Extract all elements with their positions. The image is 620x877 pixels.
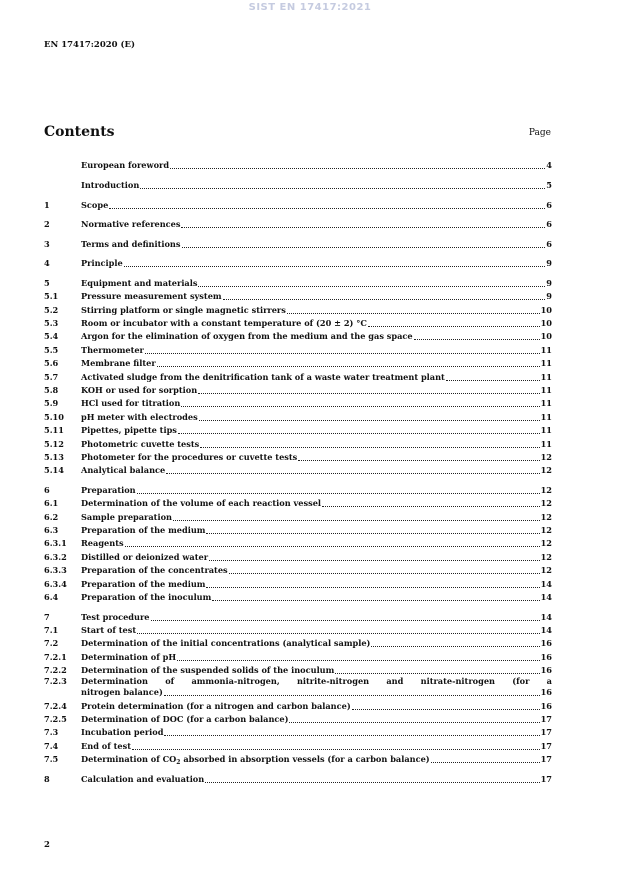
toc-entry-page: 5 bbox=[546, 179, 552, 190]
toc-entry-title: Room or incubator with a constant temperature of (20 ± 2) °C bbox=[81, 318, 367, 329]
toc-entry[interactable] bbox=[44, 197, 552, 210]
toc-entry-title-continued: nitrogen balance) bbox=[81, 687, 163, 698]
toc-entry[interactable] bbox=[44, 383, 552, 396]
toc-entry[interactable] bbox=[44, 178, 552, 191]
toc-entry[interactable] bbox=[44, 590, 552, 603]
toc-entry-number: 5.2 bbox=[44, 304, 59, 315]
toc-entry-number: 6.2 bbox=[44, 511, 59, 522]
toc-group bbox=[44, 236, 552, 249]
toc-leader-dots bbox=[371, 646, 539, 647]
toc-group bbox=[44, 698, 552, 752]
toc-entry-title: Determination of the suspended solids of the inoculum bbox=[81, 665, 335, 676]
toc-entry-title: Pipettes, pipette tips bbox=[81, 425, 177, 436]
watermark: SIST EN 17417:2021 bbox=[248, 2, 372, 13]
toc-entry-number: 2 bbox=[44, 219, 50, 230]
toc-entry-number: 5.3 bbox=[44, 318, 59, 329]
toc-entry[interactable] bbox=[44, 649, 552, 662]
toc-entry-number: 6.3.2 bbox=[44, 551, 67, 562]
toc-entry[interactable] bbox=[44, 738, 552, 751]
toc-group bbox=[44, 158, 552, 171]
toc-entry-title: Test procedure bbox=[81, 611, 150, 622]
toc-entry-number: 6.3.1 bbox=[44, 538, 67, 549]
toc-entry-page: 14 bbox=[540, 592, 552, 603]
toc-entry-title: Photometric cuvette tests bbox=[81, 438, 200, 449]
toc-entry-title: pH meter with electrodes bbox=[81, 411, 198, 422]
toc-entry[interactable] bbox=[44, 676, 552, 698]
toc-entry-title-part: Determination of CO bbox=[81, 754, 177, 765]
toc-entry-number: 5.9 bbox=[44, 398, 59, 409]
page-number: 2 bbox=[44, 840, 50, 850]
toc-entry-title: Determination of DOC (for a carbon balance) bbox=[81, 713, 289, 724]
toc-entry-page: 16 bbox=[540, 700, 552, 711]
toc-entry-title: Determination of the initial concentrations (analytical sample) bbox=[81, 638, 371, 649]
toc-entry[interactable] bbox=[44, 536, 552, 549]
toc-leader-dots bbox=[335, 673, 539, 674]
toc-entry[interactable] bbox=[44, 549, 552, 562]
toc-entry-title: Pressure measurement system bbox=[81, 291, 222, 302]
toc-entry-title: Photometer for the procedures or cuvette tests bbox=[81, 451, 298, 462]
toc-leader-dots bbox=[124, 266, 546, 267]
toc-entry-page: 16 bbox=[540, 665, 552, 676]
toc-entry[interactable] bbox=[44, 636, 552, 649]
toc-entry-title: Membrane filter bbox=[81, 358, 156, 369]
toc-entry[interactable] bbox=[44, 576, 552, 589]
toc-entry-page: 4 bbox=[546, 160, 552, 171]
toc-entry-number: 3 bbox=[44, 238, 50, 249]
toc-entry-number: 6.3.3 bbox=[44, 565, 67, 576]
toc-entry-number: 7.2.1 bbox=[44, 651, 67, 662]
toc-entry[interactable] bbox=[44, 663, 552, 676]
toc-leader-dots bbox=[287, 313, 540, 314]
toc-entry-number: 5.14 bbox=[44, 465, 64, 476]
toc-entry-title: KOH or used for sorption bbox=[81, 384, 198, 395]
toc-leader-dots bbox=[181, 406, 539, 407]
toc-entry-page: 11 bbox=[540, 358, 552, 369]
toc-entry-number: 1 bbox=[44, 199, 50, 210]
toc-entry[interactable] bbox=[44, 316, 552, 329]
toc-entry[interactable] bbox=[44, 771, 552, 784]
toc-entry[interactable] bbox=[44, 423, 552, 436]
toc-group bbox=[44, 217, 552, 230]
toc-leader-dots bbox=[414, 339, 540, 340]
toc-leader-dots bbox=[223, 299, 546, 300]
toc-entry-page: 16 bbox=[540, 651, 552, 662]
toc-entry-number: 7.2.5 bbox=[44, 713, 67, 724]
toc-leader-dots bbox=[164, 695, 540, 696]
toc-entry-page: 12 bbox=[540, 525, 552, 536]
toc-leader-dots bbox=[182, 247, 546, 248]
toc-entry-page: 11 bbox=[540, 411, 552, 422]
toc-entry-number: 7.3 bbox=[44, 727, 59, 738]
toc-entry[interactable] bbox=[44, 396, 552, 409]
toc-entry-number: 5.5 bbox=[44, 344, 59, 355]
toc-entry-title: Normative references bbox=[81, 219, 181, 230]
toc-entry-title: Protein determination (for a nitrogen and carbon balance) bbox=[81, 700, 351, 711]
toc-entry-title: Calculation and evaluation bbox=[81, 773, 205, 784]
toc-entry-number: 5.7 bbox=[44, 371, 59, 382]
toc-entry-number: 7.2.2 bbox=[44, 665, 67, 676]
toc-leader-dots bbox=[178, 433, 540, 434]
toc-group bbox=[44, 197, 552, 210]
toc-entry-page: 12 bbox=[540, 511, 552, 522]
toc-entry-page: 17 bbox=[540, 713, 552, 724]
toc-entry-page: 6 bbox=[546, 238, 552, 249]
toc-entry-page: 11 bbox=[540, 398, 552, 409]
toc-entry-page: 16 bbox=[540, 687, 552, 698]
toc-entry-title: Argon for the elimination of oxygen from the medium and the gas space bbox=[81, 331, 413, 342]
toc-entry-title: Activated sludge from the denitrification tank of a waste water treatment plant bbox=[81, 371, 445, 382]
toc-entry[interactable] bbox=[44, 356, 552, 369]
toc-leader-dots bbox=[229, 573, 540, 574]
table-of-contents bbox=[44, 158, 552, 785]
toc-leader-dots bbox=[289, 722, 539, 723]
toc-leader-dots bbox=[140, 188, 545, 189]
toc-entry-page: 17 bbox=[540, 754, 552, 765]
document-id: EN 17417:2020 (E) bbox=[44, 40, 136, 50]
toc-entry-number: 8 bbox=[44, 773, 50, 784]
toc-entry-title: Determination of pH bbox=[81, 651, 177, 662]
toc-entry-number: 5.4 bbox=[44, 331, 59, 342]
toc-leader-dots bbox=[125, 546, 540, 547]
toc-entry-title: Preparation of the inoculum bbox=[81, 592, 212, 603]
toc-entry-page: 11 bbox=[540, 344, 552, 355]
toc-entry-title-part: absorbed in absorption vessels (for a carbon balance) bbox=[180, 754, 430, 765]
toc-entry-page: 12 bbox=[540, 484, 552, 495]
toc-entry[interactable] bbox=[44, 523, 552, 536]
toc-leader-dots bbox=[170, 168, 545, 169]
toc-entry[interactable] bbox=[44, 436, 552, 449]
toc-leader-dots bbox=[322, 506, 540, 507]
toc-entry-page: 11 bbox=[540, 371, 552, 382]
toc-leader-dots bbox=[446, 380, 540, 381]
toc-entry[interactable] bbox=[44, 342, 552, 355]
toc-entry-page: 11 bbox=[540, 438, 552, 449]
toc-entry-title: European foreword bbox=[81, 160, 170, 171]
toc-entry[interactable] bbox=[44, 302, 552, 315]
toc-entry[interactable] bbox=[44, 409, 552, 422]
toc-entry-page: 6 bbox=[546, 219, 552, 230]
toc-entry-number: 7.2 bbox=[44, 638, 59, 649]
contents-title: Contents bbox=[44, 124, 115, 140]
toc-entry[interactable] bbox=[44, 725, 552, 738]
toc-entry-number: 5 bbox=[44, 277, 50, 288]
toc-entry-number: 5.12 bbox=[44, 438, 64, 449]
toc-entry-title: Terms and definitions bbox=[81, 238, 181, 249]
toc-entry-number: 7.1 bbox=[44, 625, 59, 635]
toc-group bbox=[44, 275, 552, 476]
toc-leader-dots bbox=[205, 782, 539, 783]
toc-entry-number: 5.8 bbox=[44, 384, 59, 395]
toc-leader-dots bbox=[137, 493, 540, 494]
toc-entry[interactable] bbox=[44, 752, 552, 765]
toc-entry-page: 12 bbox=[540, 498, 552, 509]
toc-entry-page: 17 bbox=[540, 727, 552, 738]
toc-entry-title: Stirring platform or single magnetic stirrers bbox=[81, 304, 286, 315]
toc-entry[interactable] bbox=[44, 369, 552, 382]
toc-leader-dots bbox=[199, 420, 540, 421]
toc-leader-dots bbox=[177, 660, 539, 661]
toc-entry-title: Thermometer bbox=[81, 344, 144, 355]
toc-entry-number: 6 bbox=[44, 484, 50, 495]
toc-entry[interactable] bbox=[44, 217, 552, 230]
toc-entry-page: 9 bbox=[546, 277, 552, 288]
toc-entry-title: Preparation bbox=[81, 484, 136, 495]
toc-entry-title: Preparation of the medium bbox=[81, 578, 206, 589]
toc-leader-dots bbox=[298, 460, 539, 461]
toc-entry-title: Start of test bbox=[81, 625, 137, 635]
toc-entry-page: 10 bbox=[540, 304, 552, 315]
toc-entry[interactable] bbox=[44, 623, 552, 636]
toc-leader-dots bbox=[132, 749, 540, 750]
toc-entry-number: 7.2.4 bbox=[44, 700, 67, 711]
toc-entry-number: 5.1 bbox=[44, 291, 59, 302]
toc-entry-title: Incubation period bbox=[81, 727, 164, 738]
toc-group bbox=[44, 178, 552, 191]
toc-entry-number: 5.10 bbox=[44, 411, 64, 422]
toc-leader-dots bbox=[352, 709, 540, 710]
toc-entry-page: 16 bbox=[540, 638, 552, 649]
toc-entry-page: 12 bbox=[540, 465, 552, 476]
toc-leader-dots bbox=[173, 520, 540, 521]
toc-entry[interactable] bbox=[44, 496, 552, 509]
toc-leader-dots bbox=[431, 762, 540, 763]
toc-entry[interactable] bbox=[44, 329, 552, 342]
toc-entry-title: End of test bbox=[81, 740, 131, 751]
toc-entry-page: 9 bbox=[546, 258, 552, 269]
toc-entry-page: 9 bbox=[546, 291, 552, 302]
subscript-2: 2 bbox=[176, 759, 181, 767]
toc-entry-number: 7.2.3 bbox=[44, 676, 67, 687]
toc-group bbox=[44, 483, 552, 604]
toc-entry[interactable] bbox=[44, 158, 552, 171]
toc-leader-dots bbox=[212, 600, 539, 601]
toc-entry-number: 7.5 bbox=[44, 754, 59, 765]
toc-entry[interactable] bbox=[44, 236, 552, 249]
toc-leader-dots bbox=[198, 393, 539, 394]
toc-leader-dots bbox=[200, 447, 539, 448]
toc-entry-number: 4 bbox=[44, 258, 50, 269]
toc-entry[interactable] bbox=[44, 275, 552, 288]
toc-leader-dots bbox=[157, 366, 540, 367]
toc-leader-dots bbox=[145, 353, 540, 354]
toc-entry-page: 14 bbox=[540, 625, 552, 635]
toc-entry-page: 10 bbox=[540, 331, 552, 342]
toc-entry-page: 12 bbox=[540, 565, 552, 576]
toc-leader-dots bbox=[181, 227, 545, 228]
toc-entry[interactable] bbox=[44, 509, 552, 522]
toc-entry[interactable] bbox=[44, 712, 552, 725]
toc-entry-number: 6.3 bbox=[44, 525, 59, 536]
toc-entry-number: 5.6 bbox=[44, 358, 59, 369]
toc-leader-dots bbox=[137, 633, 539, 634]
toc-entry[interactable] bbox=[44, 289, 552, 302]
toc-entry-title: Scope bbox=[81, 199, 109, 210]
toc-group bbox=[44, 609, 552, 676]
toc-entry-number: 7 bbox=[44, 611, 50, 622]
toc-entry-page: 12 bbox=[540, 538, 552, 549]
toc-entry-number: 6.1 bbox=[44, 498, 59, 509]
toc-leader-dots bbox=[151, 620, 540, 621]
toc-leader-dots bbox=[166, 473, 539, 474]
toc-entry[interactable] bbox=[44, 256, 552, 269]
toc-entry-number: 7.4 bbox=[44, 740, 59, 751]
toc-leader-dots bbox=[206, 587, 539, 588]
toc-entry-page: 14 bbox=[540, 611, 552, 622]
toc-entry-title: HCl used for titration bbox=[81, 398, 181, 409]
toc-entry-title: Determination of the volume of each reaction vessel bbox=[81, 498, 322, 509]
toc-entry[interactable] bbox=[44, 483, 552, 496]
toc-entry-page: 12 bbox=[540, 451, 552, 462]
toc-leader-dots bbox=[109, 208, 545, 209]
toc-leader-dots bbox=[209, 560, 540, 561]
toc-entry-title: Reagents bbox=[81, 538, 124, 549]
toc-entry-title: Principle bbox=[81, 258, 123, 269]
toc-leader-dots bbox=[206, 533, 539, 534]
toc-entry[interactable] bbox=[44, 609, 552, 622]
toc-entry-page: 12 bbox=[540, 551, 552, 562]
toc-entry-page: 17 bbox=[540, 773, 552, 784]
toc-entry-page: 17 bbox=[540, 740, 552, 751]
toc-entry-title: Distilled or deionized water bbox=[81, 551, 209, 562]
toc-entry[interactable] bbox=[44, 450, 552, 463]
toc-entry-title: Preparation of the medium bbox=[81, 525, 206, 536]
toc-leader-dots bbox=[198, 286, 545, 287]
toc-entry-page: 6 bbox=[546, 199, 552, 210]
toc-entry-title: Sample preparation bbox=[81, 511, 172, 522]
toc-group bbox=[44, 256, 552, 269]
toc-entry-title: Preparation of the concentrates bbox=[81, 565, 228, 576]
toc-entry-title: Equipment and materials bbox=[81, 277, 198, 288]
toc-entry[interactable] bbox=[44, 563, 552, 576]
toc-entry-title: Introduction bbox=[81, 179, 140, 190]
toc-entry-number: 6.3.4 bbox=[44, 578, 67, 589]
toc-entry-title: Determination of ammonia-nitrogen, nitrite-nitrogen and nitrate-nitrogen (for a bbox=[81, 676, 552, 687]
toc-entry-number: 5.11 bbox=[44, 425, 64, 436]
toc-entry-number: 6.4 bbox=[44, 592, 59, 603]
toc-entry-page: 10 bbox=[540, 318, 552, 329]
toc-group bbox=[44, 771, 552, 784]
toc-entry-page: 11 bbox=[540, 384, 552, 395]
toc-leader-dots bbox=[164, 735, 539, 736]
toc-entry-title: Analytical balance bbox=[81, 465, 166, 476]
toc-leader-dots bbox=[368, 326, 540, 327]
toc-entry[interactable] bbox=[44, 698, 552, 711]
page-column-heading: Page bbox=[528, 128, 551, 138]
toc-entry-title bbox=[81, 754, 430, 765]
toc-entry-page: 11 bbox=[540, 425, 552, 436]
toc-entry-page: 14 bbox=[540, 578, 552, 589]
toc-entry-number: 5.13 bbox=[44, 451, 64, 462]
toc-entry[interactable] bbox=[44, 463, 552, 476]
